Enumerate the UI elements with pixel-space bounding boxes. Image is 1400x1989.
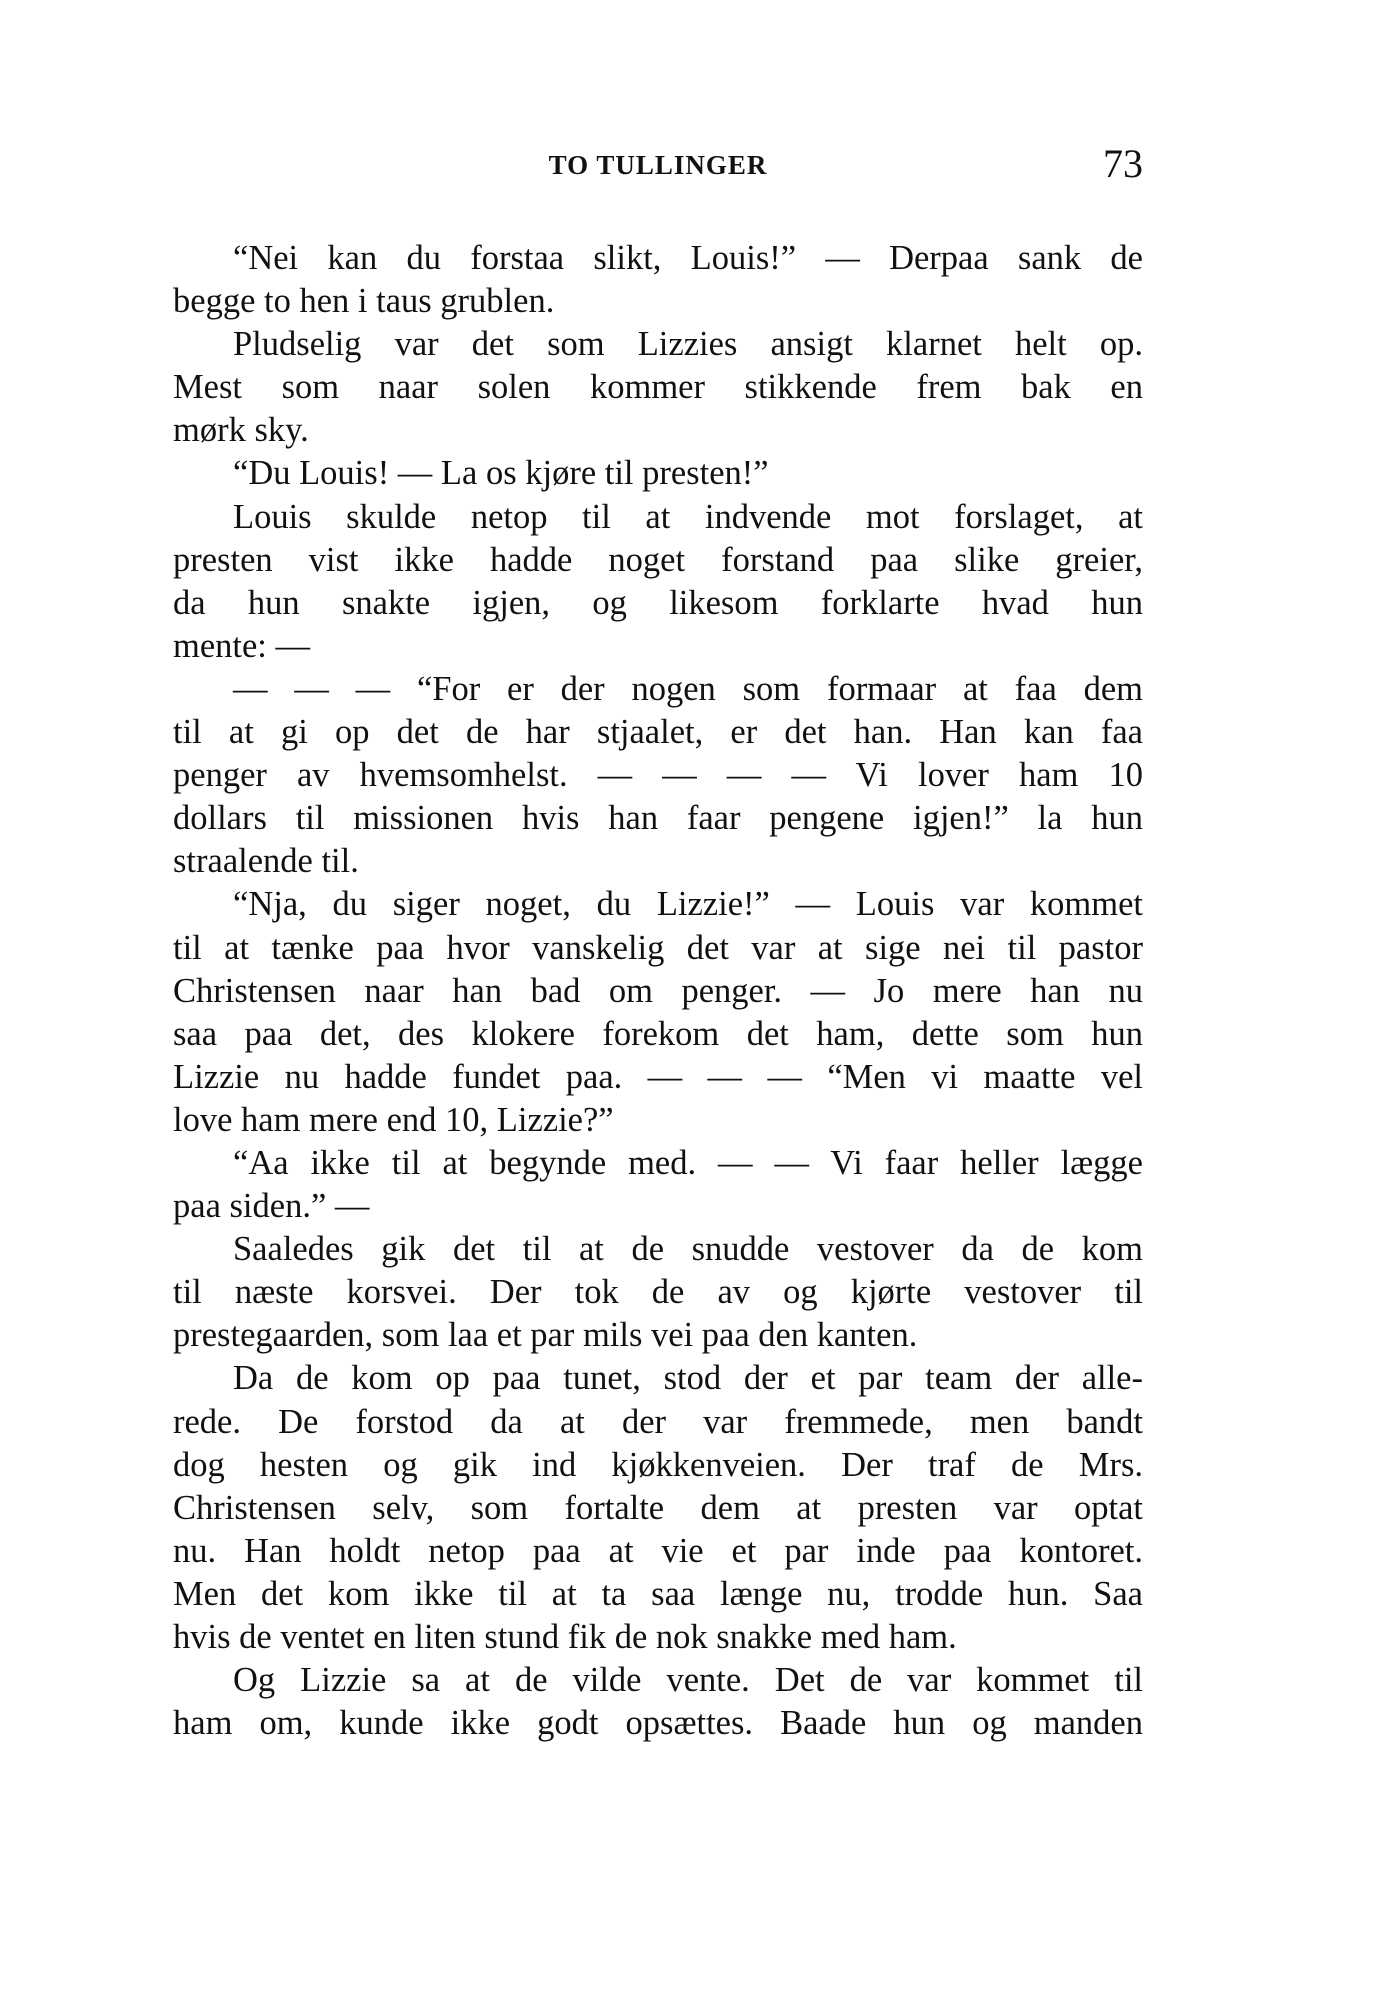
text-line: Saaledes gik det til at de snudde vestover da de kom — [233, 1230, 1143, 1269]
text-line: — — — “For er der nogen som formaar at faa dem — [233, 669, 1143, 708]
body-text — [173, 237, 1143, 1745]
text-line: straalende til. — [173, 842, 359, 881]
running-title: TO TULLINGER — [548, 150, 768, 180]
text-line: Christensen naar han bad om penger. — Jo mere han nu — [173, 971, 1143, 1010]
text-line: dog hesten og gik ind kjøkkenveien. Der traf de Mrs. — [173, 1445, 1143, 1484]
text-line: nu. Han holdt netop paa at vie et par inde paa kontoret. — [173, 1531, 1143, 1570]
text-line: Men det kom ikke til at ta saa længe nu, trodde hun. Saa — [173, 1574, 1143, 1613]
text-line: “Du Louis! — La os kjøre til presten!” — [233, 454, 769, 493]
text-line: begge to hen i taus grublen. — [173, 282, 555, 321]
text-line: mørk sky. — [173, 411, 309, 450]
text-line: Pludselig var det som Lizzies ansigt klarnet helt op. — [233, 325, 1143, 364]
text-line: mente: — — [173, 626, 311, 665]
text-line: love ham mere end 10, Lizzie?” — [173, 1100, 614, 1139]
text-line: prestegaarden, som laa et par mils vei paa den kanten. — [173, 1316, 918, 1355]
text-line: Da de kom op paa tunet, stod der et par team der alle- — [233, 1359, 1143, 1398]
text-line: ham om, kunde ikke godt opsættes. Baade hun og manden — [173, 1704, 1143, 1743]
text-line: saa paa det, des klokere forekom det ham, dette som hun — [173, 1014, 1143, 1053]
text-line: presten vist ikke hadde noget forstand paa slike greier, — [173, 540, 1143, 579]
text-line: penger av hvemsomhelst. — — — — Vi lover ham 10 — [173, 756, 1143, 795]
text-line: til at gi op det de har stjaalet, er det han. Han kan faa — [173, 713, 1143, 752]
text-line: rede. De forstod da at der var fremmede, men bandt — [173, 1402, 1143, 1441]
text-line: til at tænke paa hvor vanskelig det var at sige nei til pastor — [173, 928, 1143, 967]
text-line: Louis skulde netop til at indvende mot forslaget, at — [233, 497, 1143, 536]
running-header — [173, 140, 1143, 190]
page-number: 73 — [1103, 141, 1143, 186]
text-line: Og Lizzie sa at de vilde vente. Det de var kommet til — [233, 1661, 1143, 1700]
text-line: “Aa ikke til at begynde med. — — Vi faar heller lægge — [233, 1143, 1143, 1182]
text-line: hvis de ventet en liten stund fik de nok snakke med ham. — [173, 1618, 957, 1656]
text-line: paa siden.” — — [173, 1187, 370, 1226]
text-line: til næste korsvei. Der tok de av og kjørte vestover til — [173, 1273, 1143, 1312]
text-line: dollars til missionen hvis han faar pengene igjen!” la hun — [173, 799, 1143, 838]
text-line: “Nei kan du forstaa slikt, Louis!” — Derpaa sank de — [233, 239, 1143, 277]
text-line: Christensen selv, som fortalte dem at presten var optat — [173, 1488, 1143, 1527]
text-line: Lizzie nu hadde fundet paa. — — — “Men vi maatte vel — [173, 1057, 1143, 1096]
text-line: Mest som naar solen kommer stikkende frem bak en — [173, 368, 1143, 407]
text-line: “Nja, du siger noget, du Lizzie!” — Louis var kommet — [233, 885, 1143, 924]
text-line: da hun snakte igjen, og likesom forklarte hvad hun — [173, 583, 1143, 622]
